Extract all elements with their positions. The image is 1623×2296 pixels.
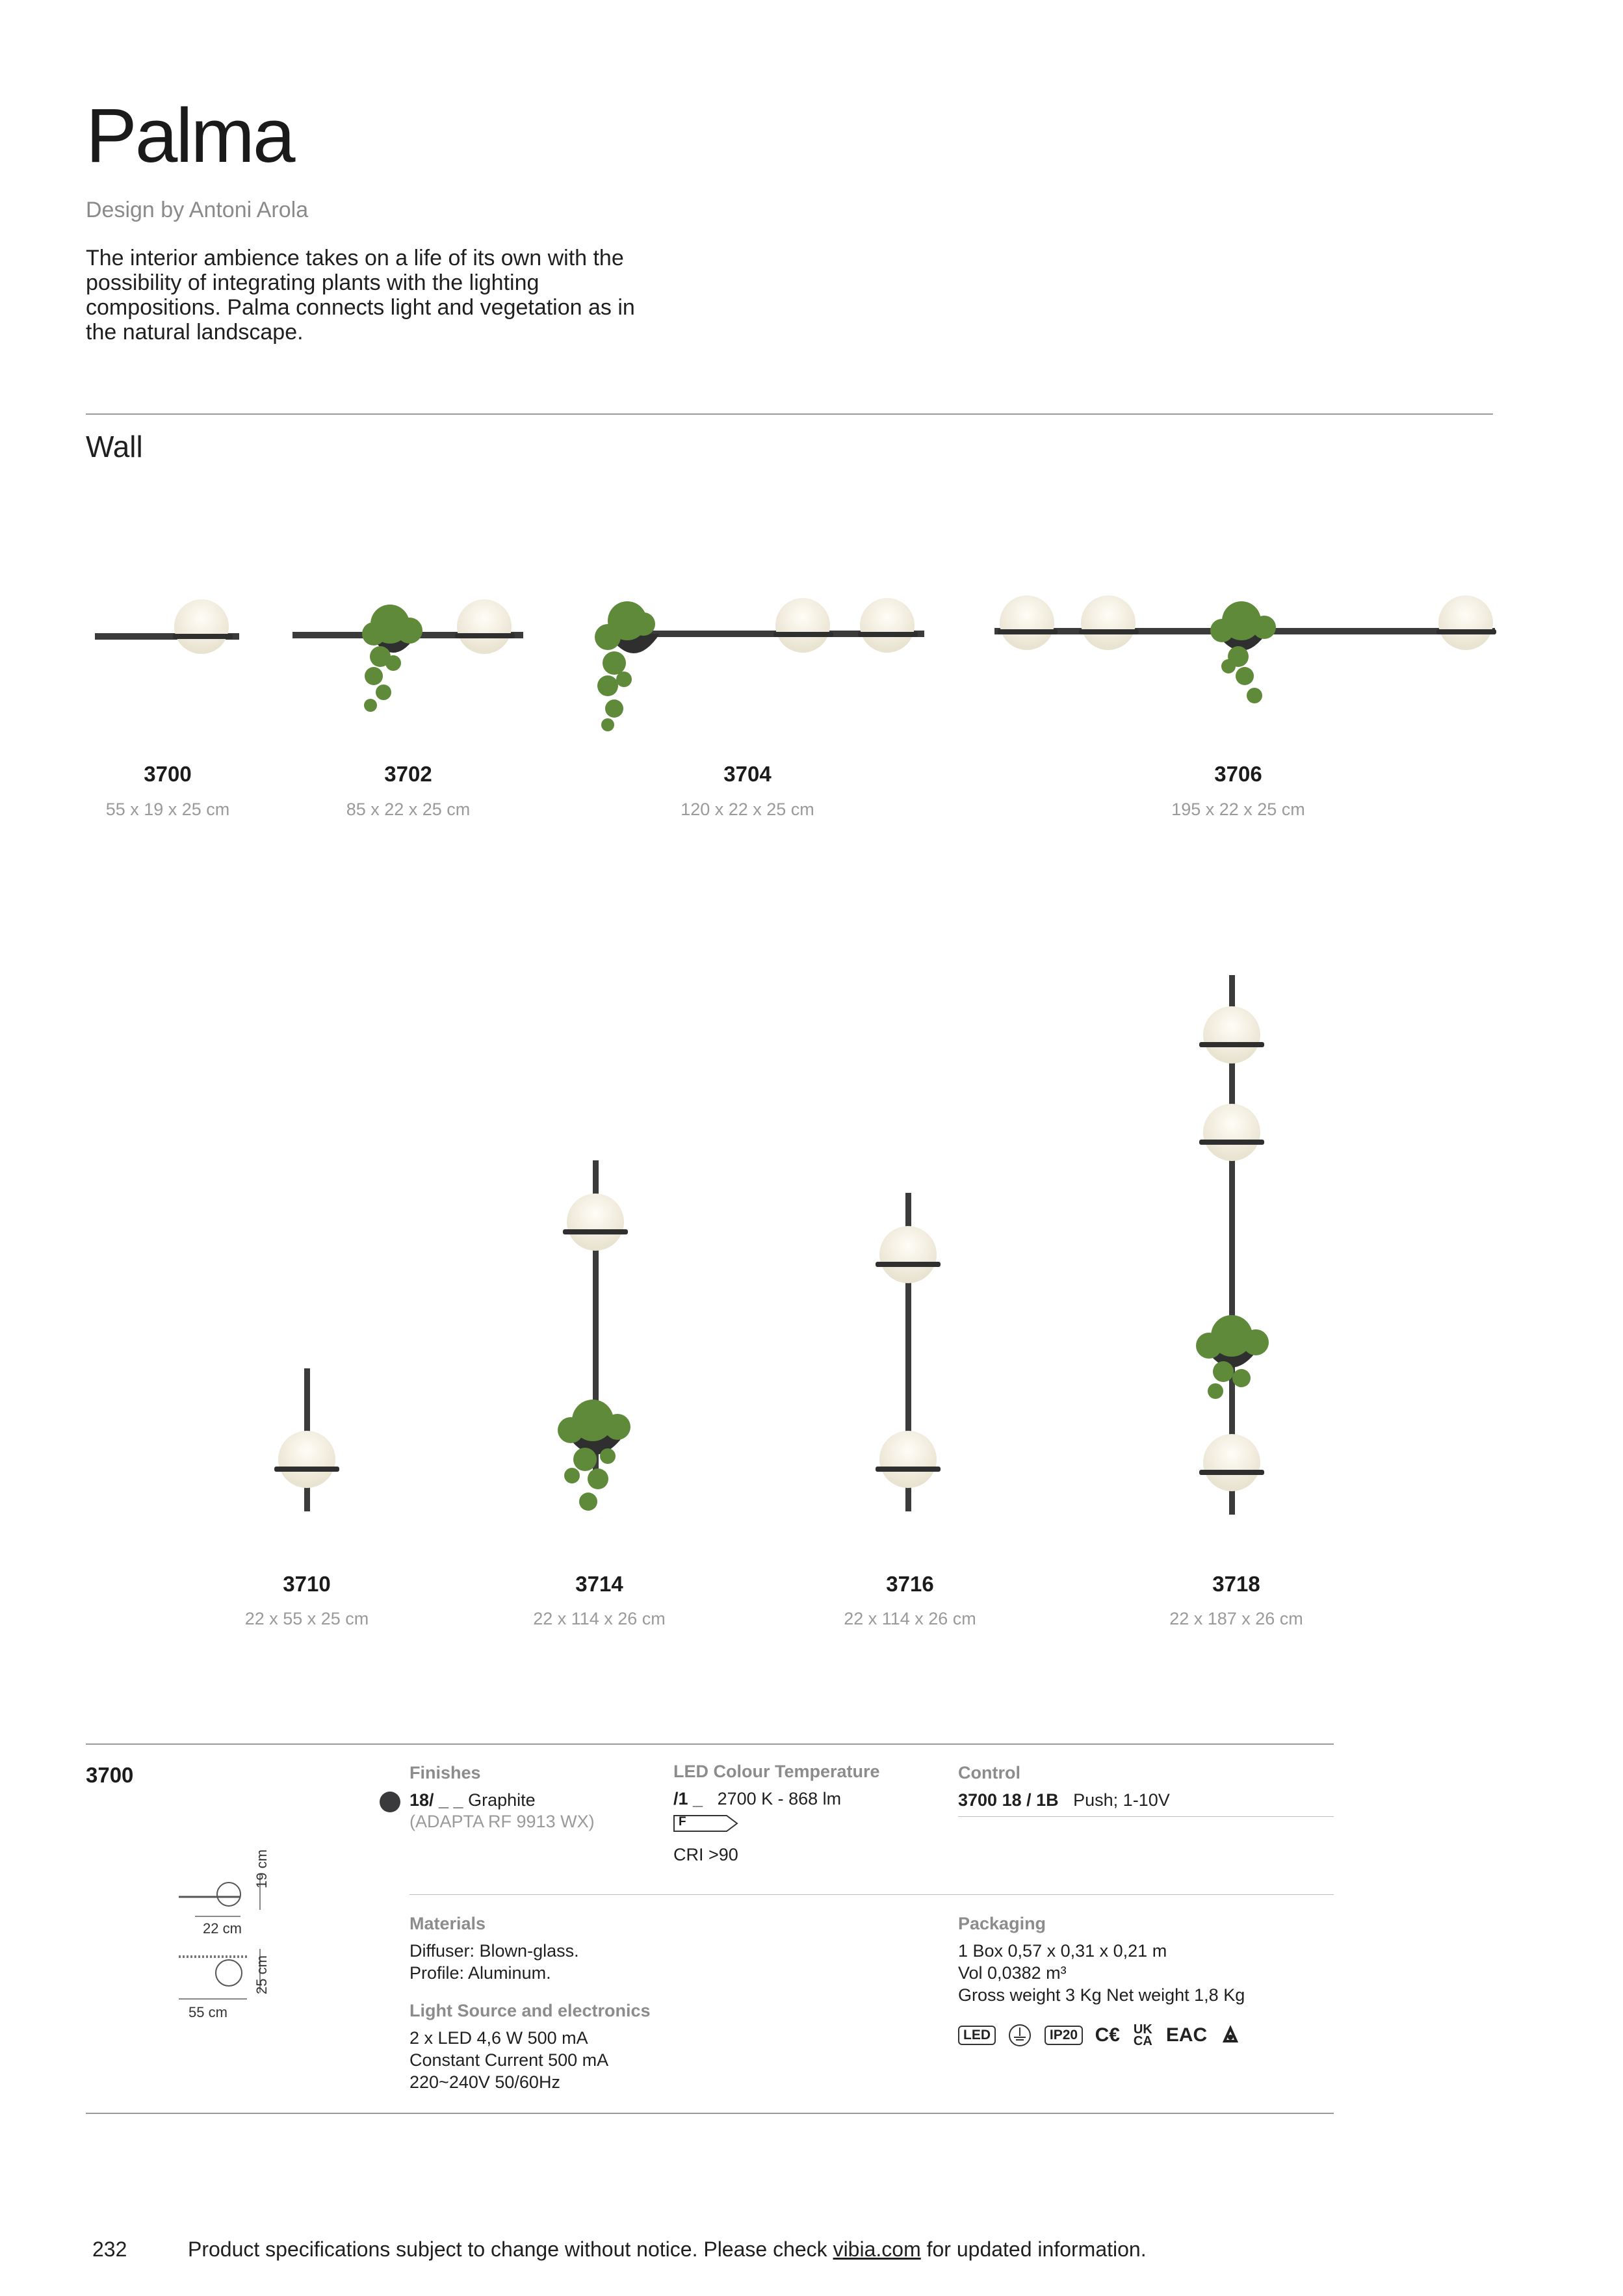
page-title: Palma bbox=[86, 93, 294, 179]
ip20-icon: IP20 bbox=[1045, 2026, 1083, 2045]
product-3706-dims: 195 x 22 x 25 cm bbox=[1171, 800, 1305, 819]
spec-top-divider bbox=[86, 1743, 1334, 1745]
diagram-height-top: 19 cm bbox=[253, 1849, 270, 1888]
product-3702-code: 3702 bbox=[384, 762, 432, 786]
product-3704-code: 3704 bbox=[723, 762, 772, 786]
dimension-diagram bbox=[169, 1866, 299, 2015]
top-divider bbox=[86, 413, 1493, 415]
product-3706-image bbox=[994, 595, 1496, 703]
light-source-line-2: Constant Current 500 mA bbox=[409, 2050, 609, 2070]
packaging-line-2: Vol 0,0382 m³ bbox=[958, 1963, 1067, 1983]
product-3702-dims: 85 x 22 x 25 cm bbox=[346, 800, 471, 819]
light-source-line-3: 220~240V 50/60Hz bbox=[409, 2072, 560, 2092]
diagram-width-bottom: 55 cm bbox=[188, 2004, 227, 2020]
diagram-height-bottom: 25 cm bbox=[253, 1955, 270, 1994]
vertical-products-illustration bbox=[0, 962, 1623, 1528]
led-temp-code: /1 _ bbox=[673, 1789, 703, 1808]
product-3710-image bbox=[274, 1368, 339, 1511]
control-divider bbox=[958, 1816, 1334, 1817]
spec-product-code: 3700 bbox=[86, 1763, 134, 1787]
eac-icon: EAC bbox=[1165, 2024, 1208, 2046]
page-number: 232 bbox=[92, 2237, 127, 2261]
product-3700-code: 3700 bbox=[144, 762, 192, 786]
light-source-label: Light Source and electronics bbox=[409, 2001, 651, 2020]
finish-swatch-graphite[interactable] bbox=[380, 1792, 400, 1812]
recycling-icon bbox=[1219, 2024, 1241, 2046]
footer-text-after: for updated information. bbox=[920, 2237, 1147, 2261]
control-option[interactable] bbox=[958, 1789, 1170, 1811]
product-3718-image bbox=[1196, 975, 1269, 1515]
product-3716-dims: 22 x 114 x 26 cm bbox=[844, 1609, 976, 1628]
product-3718-dims: 22 x 187 x 26 cm bbox=[1169, 1609, 1303, 1628]
packaging-line-1: 1 Box 0,57 x 0,31 x 0,21 m bbox=[958, 1941, 1167, 1961]
product-3702-image bbox=[292, 599, 523, 712]
led-temp-label: LED Colour Temperature bbox=[673, 1762, 880, 1781]
footer-text-before: Product specifications subject to change without notice. Please check bbox=[188, 2237, 833, 2261]
class-ii-icon bbox=[1007, 2023, 1032, 2048]
intro-text: The interior ambience takes on a life of its own with the possibility of integrating plants with the lighting compositions. Palma connects light and vegetation as in the natural landscape. bbox=[86, 246, 635, 345]
packaging-label: Packaging bbox=[958, 1914, 1046, 1933]
led-temp-option[interactable] bbox=[673, 1788, 841, 1810]
product-3714-code: 3714 bbox=[575, 1572, 623, 1596]
spec-bottom-divider bbox=[86, 2113, 1334, 2114]
finish-name: Graphite bbox=[468, 1790, 536, 1810]
designer-credit: Design by Antoni Arola bbox=[86, 198, 309, 222]
finish-option[interactable] bbox=[409, 1789, 536, 1811]
control-label: Control bbox=[958, 1763, 1020, 1782]
product-3716-code: 3716 bbox=[886, 1572, 934, 1596]
cri-value: CRI >90 bbox=[673, 1845, 738, 1864]
led-icon: LED bbox=[958, 2026, 996, 2045]
product-3700-image bbox=[95, 599, 239, 654]
product-3706-code: 3706 bbox=[1214, 762, 1262, 786]
led-temp-value: 2700 K - 868 lm bbox=[717, 1789, 842, 1808]
section-title: Wall bbox=[86, 430, 143, 463]
materials-label: Materials bbox=[409, 1914, 486, 1933]
product-3710-code: 3710 bbox=[283, 1572, 331, 1596]
product-3704-image bbox=[595, 598, 924, 731]
product-3710-dims: 22 x 55 x 25 cm bbox=[244, 1609, 369, 1628]
finish-ref: (ADAPTA RF 9913 WX) bbox=[409, 1812, 595, 1831]
certification-icons bbox=[958, 2023, 1241, 2048]
product-3714-image bbox=[558, 1160, 630, 1511]
ce-icon: C€ bbox=[1095, 2024, 1120, 2046]
product-3714-dims: 22 x 114 x 26 cm bbox=[533, 1609, 666, 1628]
diagram-width-top: 22 cm bbox=[203, 1920, 242, 1937]
materials-line-2: Profile: Aluminum. bbox=[409, 1963, 551, 1983]
product-3700-dims: 55 x 19 x 25 cm bbox=[105, 800, 230, 819]
control-code: 3700 18 / 1B bbox=[958, 1790, 1059, 1810]
energy-class-badge bbox=[673, 1815, 738, 1835]
horizontal-products-illustration bbox=[0, 559, 1623, 741]
footer-link-vibia[interactable]: vibia.com bbox=[833, 2237, 921, 2261]
product-3716-image bbox=[876, 1193, 941, 1511]
packaging-line-3: Gross weight 3 Kg Net weight 1,8 Kg bbox=[958, 1985, 1245, 2005]
finish-code: 18/ _ _ bbox=[409, 1790, 463, 1810]
light-source-line-1: 2 x LED 4,6 W 500 mA bbox=[409, 2028, 588, 2048]
product-3718-code: 3718 bbox=[1212, 1572, 1260, 1596]
finishes-label: Finishes bbox=[409, 1763, 481, 1782]
ukca-icon: UK CA bbox=[1133, 2022, 1152, 2048]
energy-class-letter: F bbox=[679, 1815, 686, 1829]
footer-disclaimer bbox=[188, 2237, 1147, 2262]
spec-mid-divider bbox=[409, 1894, 1334, 1895]
product-3704-dims: 120 x 22 x 25 cm bbox=[681, 800, 814, 819]
control-type: Push; 1-10V bbox=[1073, 1790, 1170, 1810]
materials-line-1: Diffuser: Blown-glass. bbox=[409, 1941, 579, 1961]
